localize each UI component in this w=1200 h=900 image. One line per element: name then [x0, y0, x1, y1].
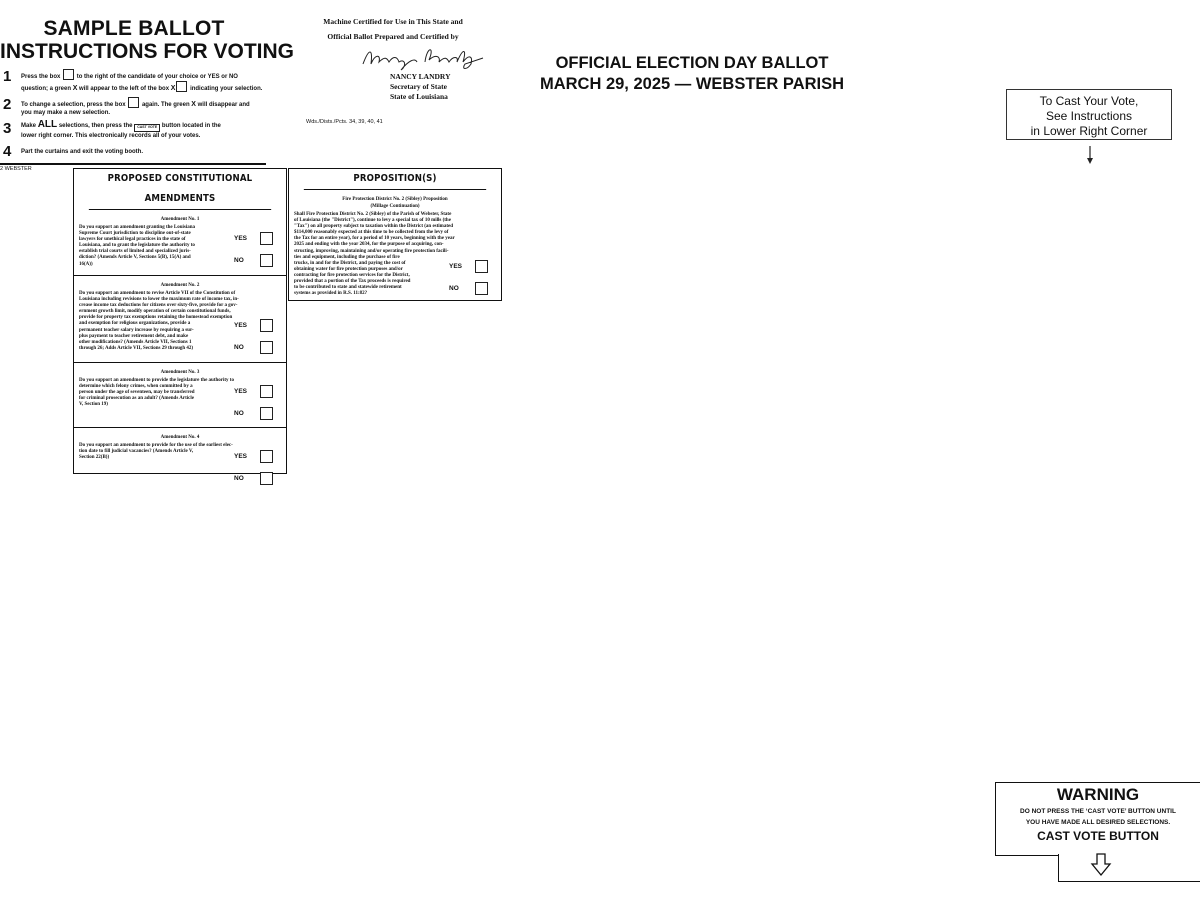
- instruction-step-1: 1 Press the box to the right of the candidate of your choice or YES or NO question; a green X will appear to the left of the box X indicating your selection.: [3, 68, 263, 93]
- wards-precincts: Wds./Dists./Pcts. 34, 39, 40, 41: [306, 119, 383, 125]
- no-checkbox[interactable]: [260, 472, 273, 485]
- amendment-title: Amendment No. 4: [160, 435, 200, 440]
- proposition-title: Fire Protection District No. 2 (Sibley) Proposition: [342, 197, 448, 202]
- checkbox-icon: [176, 81, 187, 92]
- instructions-title: INSTRUCTIONS FOR VOTING: [0, 40, 294, 64]
- no-choice[interactable]: NO: [234, 254, 273, 267]
- divider: [0, 163, 266, 165]
- amendment-title: Amendment No. 3: [160, 370, 200, 375]
- yes-choice[interactable]: YES: [234, 385, 273, 398]
- amendment-text: Do you support an amendment to provide for the use of the earliest elec- tion date to fill judicial vacancies? (Amends Article V, Section 22(B)): [79, 443, 233, 461]
- instruction-step-3: 3 Make ALL selections, then press the CAST VOTE button located in the lower right corner. This electronically records all of your votes.: [3, 119, 221, 139]
- yes-choice[interactable]: YES: [234, 450, 273, 463]
- checkbox-icon: [63, 69, 74, 80]
- warning-line-2: YOU HAVE MADE ALL DESIRED SELECTIONS.: [1025, 819, 1171, 826]
- warning-title: WARNING: [1056, 785, 1140, 804]
- amendment-4: [74, 428, 286, 492]
- proposition-subtitle: (Millage Continuation): [370, 204, 420, 209]
- amendment-text: Do you support an amendment to revise Article VII of the Constitution of Louisiana including revisions to lower the maximum rate of income tax, in- crease income tax deductions for citizens over sixty-five, provide for a gov- ernment growth limit, modify operation of certain constitutional funds, provide for property tax exemptions retaining the homestead exemption and exemption for religious organizations, provide a permanent teacher salary increase by requiring a sur- plus payment to teacher retirement debt, and make other modifications? (Amends Article VII, Sections 1 through 26; Adds Article VII, Sections 29 through 42): [79, 291, 239, 351]
- amendment-text: Do you support an amendment granting the Louisiana Supreme Court jurisdiction to discipline out-of-state lawyers for unethical legal practices in the state of Louisiana, and to grant the legislature the authority to establish trial courts of limited and specialized juris- diction? (Amends Article V, Sections 5(B), 15(A) and 16(A)): [79, 225, 195, 267]
- sample-ballot-title: SAMPLE BALLOT: [43, 17, 225, 40]
- amendment-title: Amendment No. 2: [160, 283, 200, 288]
- cast-vote-icon: CAST VOTE: [134, 124, 160, 132]
- yes-choice[interactable]: YES: [234, 232, 273, 245]
- yes-checkbox[interactable]: [475, 260, 488, 273]
- yes-choice[interactable]: YES: [449, 260, 488, 273]
- ballot-heading-line-1: OFFICIAL ELECTION DAY BALLOT: [555, 54, 829, 72]
- no-checkbox[interactable]: [260, 407, 273, 420]
- amendment-text: Do you support an amendment to provide the legislature the authority to determine which felony crimes, when committed by a person under the age of seventeen, may be transferred for criminal prosecution as an adult? (Amends Article V, Section 19): [79, 378, 234, 408]
- proposition-1: [289, 190, 501, 299]
- no-checkbox[interactable]: [475, 282, 488, 295]
- amendment-3: [74, 363, 286, 428]
- cert-line-2: Official Ballot Prepared and Certified by: [327, 32, 459, 41]
- propositions-panel: [288, 168, 502, 301]
- instruction-step-4: 4 Part the curtains and exit the voting booth.: [3, 142, 144, 160]
- checkbox-icon: [128, 97, 139, 108]
- no-choice[interactable]: NO: [234, 472, 273, 485]
- propositions-header: PROPOSITION(S): [304, 169, 486, 190]
- amendment-title: Amendment No. 1: [160, 217, 200, 222]
- arrow-down-icon: [1083, 146, 1097, 166]
- certification-block: [303, 14, 483, 102]
- amendment-2: [74, 276, 286, 363]
- signer-state: State of Louisiana: [390, 92, 448, 101]
- yes-checkbox[interactable]: [260, 319, 273, 332]
- no-checkbox[interactable]: [260, 341, 273, 354]
- proposition-text: Shall Fire Protection District No. 2 (Sibley) of the Parish of Webster, State of Louisiana (the "District"), continue to levy a special tax of 10 mills (the "Tax") on all property subject to taxation within the District (an estimated $114,000 reasonably expected at this time to be collected from the levy of the Tax for an entire year), for a period of 10 years, beginning with the year 2025 and ending with the year 2034, for the purpose of acquiring, con- structing, improving, maintaining and/or operating fire protection facili- ties and equipment, including the purchase of fire trucks, in and for the District, and paying the cost of obtaining water for fire protection purposes and/or contracting for fire protection services for the District, provided that a portion of the Tax proceeds is required to be contributed to state and statewide retirement systems as provided in R.S. 11:82?: [294, 212, 455, 297]
- yes-checkbox[interactable]: [260, 232, 273, 245]
- amendment-1: [74, 210, 286, 276]
- ballot-heading: [522, 53, 862, 95]
- signature: [303, 44, 483, 72]
- cert-line-1: Machine Certified for Use in This State and: [323, 17, 463, 26]
- cast-vote-label: CAST VOTE BUTTON: [1037, 829, 1159, 843]
- voting-instructions: [0, 17, 294, 172]
- x-mark-icon: X: [72, 85, 78, 93]
- instruction-step-2: 2 To change a selection, press the box again. The green X will disappear and you may make a new selection.: [3, 96, 250, 117]
- amendments-header: PROPOSED CONSTITUTIONAL AMENDMENTS: [89, 169, 271, 210]
- signature-icon: [355, 44, 485, 72]
- no-choice[interactable]: NO: [234, 407, 273, 420]
- yes-checkbox[interactable]: [260, 385, 273, 398]
- warning-box: [995, 782, 1200, 856]
- no-checkbox[interactable]: [260, 254, 273, 267]
- signer-title: Secretary of State: [390, 82, 447, 91]
- x-mark-icon: X: [170, 85, 176, 93]
- cast-vote-button[interactable]: [1058, 854, 1200, 882]
- arrow-down-icon: [1090, 852, 1112, 878]
- warning-line-1: DO NOT PRESS THE ‘CAST VOTE’ BUTTON UNTIL: [1020, 808, 1176, 815]
- x-mark-icon: X: [191, 101, 196, 109]
- yes-choice[interactable]: YES: [234, 319, 273, 332]
- yes-checkbox[interactable]: [260, 450, 273, 463]
- no-choice[interactable]: NO: [234, 341, 273, 354]
- signer-name: NANCY LANDRY: [390, 72, 451, 81]
- ballot-heading-line-2: MARCH 29, 2025 — WEBSTER PARISH: [539, 75, 845, 93]
- ballot-code: 2 WEBSTER: [0, 165, 32, 172]
- cast-vote-instructions-box: To Cast Your Vote, See Instructions in Lower Right Corner: [1006, 89, 1172, 140]
- no-choice[interactable]: NO: [449, 282, 488, 295]
- amendments-panel: [73, 168, 287, 482]
